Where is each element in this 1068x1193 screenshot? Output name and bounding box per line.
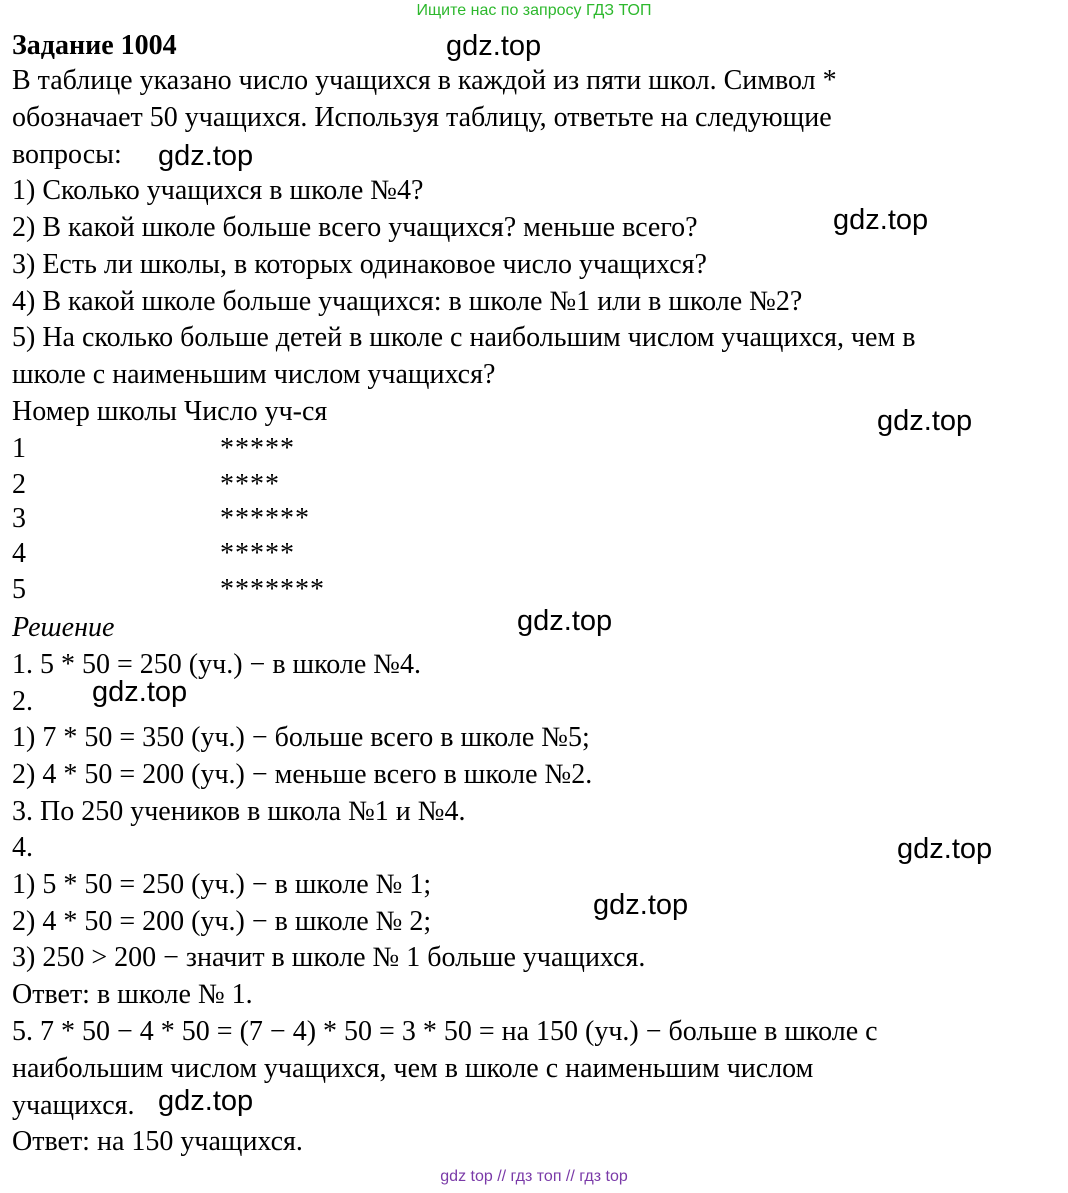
table-row-school: 2: [12, 469, 26, 500]
solution-line: 1) 5 * 50 = 250 (уч.) − в школе № 1;: [12, 869, 432, 900]
statement-line: вопросы:: [12, 139, 122, 170]
watermark: gdz.top: [158, 1085, 254, 1117]
solution-line: 2) 4 * 50 = 200 (уч.) − меньше всего в школе №2.: [12, 759, 593, 790]
statement-line: В таблице указано число учащихся в каждой из пяти школ. Символ *: [12, 65, 837, 96]
question-line: 5) На сколько больше детей в школе с наибольшим числом учащихся, чем в: [12, 322, 916, 353]
solution-line: наибольшим числом учащихся, чем в школе с наименьшим числом: [12, 1053, 814, 1084]
table-row-stars: ****: [220, 469, 280, 500]
table-header: Номер школы Число уч-ся: [12, 396, 328, 427]
solution-line: 2.: [12, 686, 33, 717]
solution-heading: Решение: [12, 612, 115, 643]
table-row-school: 5: [12, 574, 26, 605]
table-row-school: 3: [12, 503, 26, 534]
watermark: gdz.top: [897, 833, 993, 865]
question-line: 1) Сколько учащихся в школе №4?: [12, 175, 424, 206]
solution-line: 5. 7 * 50 − 4 * 50 = (7 − 4) * 50 = 3 * 50 = на 150 (уч.) − больше в школе с: [12, 1016, 878, 1047]
solution-line: 3. По 250 учеников в школа №1 и №4.: [12, 796, 466, 827]
statement-line: обозначает 50 учащихся. Используя таблицу, ответьте на следующие: [12, 102, 832, 133]
watermark: gdz.top: [446, 30, 542, 62]
task-title: Задание 1004: [12, 30, 177, 61]
watermark: gdz.top: [158, 140, 254, 172]
solution-line: 2) 4 * 50 = 200 (уч.) − в школе № 2;: [12, 906, 432, 937]
table-row-stars: *******: [220, 574, 325, 605]
table-row-stars: *****: [220, 538, 295, 569]
question-line: школе с наименьшим числом учащихся?: [12, 359, 496, 390]
table-row-school: 1: [12, 433, 26, 464]
table-row-stars: ******: [220, 503, 310, 534]
answer-line: Ответ: в школе № 1.: [12, 979, 253, 1010]
question-line: 2) В какой школе больше всего учащихся? меньше всего?: [12, 212, 698, 243]
solution-line: 3) 250 > 200 − значит в школе № 1 больше учащихся.: [12, 942, 646, 973]
watermark: gdz.top: [593, 889, 689, 921]
question-line: 3) Есть ли школы, в которых одинаковое число учащихся?: [12, 249, 707, 280]
table-row-stars: *****: [220, 433, 295, 464]
solution-line: 4.: [12, 832, 33, 863]
watermark: gdz.top: [92, 676, 188, 708]
question-line: 4) В какой школе больше учащихся: в школе №1 или в школе №2?: [12, 286, 803, 317]
solution-line: 1. 5 * 50 = 250 (уч.) − в школе №4.: [12, 649, 422, 680]
watermark: gdz.top: [517, 605, 613, 637]
watermark: gdz.top: [877, 405, 973, 437]
solution-line: учащихся.: [12, 1090, 135, 1121]
top-banner: Ищите нас по запросу ГДЗ ТОП: [416, 2, 652, 19]
watermark: gdz.top: [833, 204, 929, 236]
footer: gdz top // гдз топ // гдз top: [440, 1168, 628, 1185]
solution-line: 1) 7 * 50 = 350 (уч.) − больше всего в школе №5;: [12, 722, 590, 753]
answer-line: Ответ: на 150 учащихся.: [12, 1126, 303, 1157]
table-row-school: 4: [12, 538, 26, 569]
